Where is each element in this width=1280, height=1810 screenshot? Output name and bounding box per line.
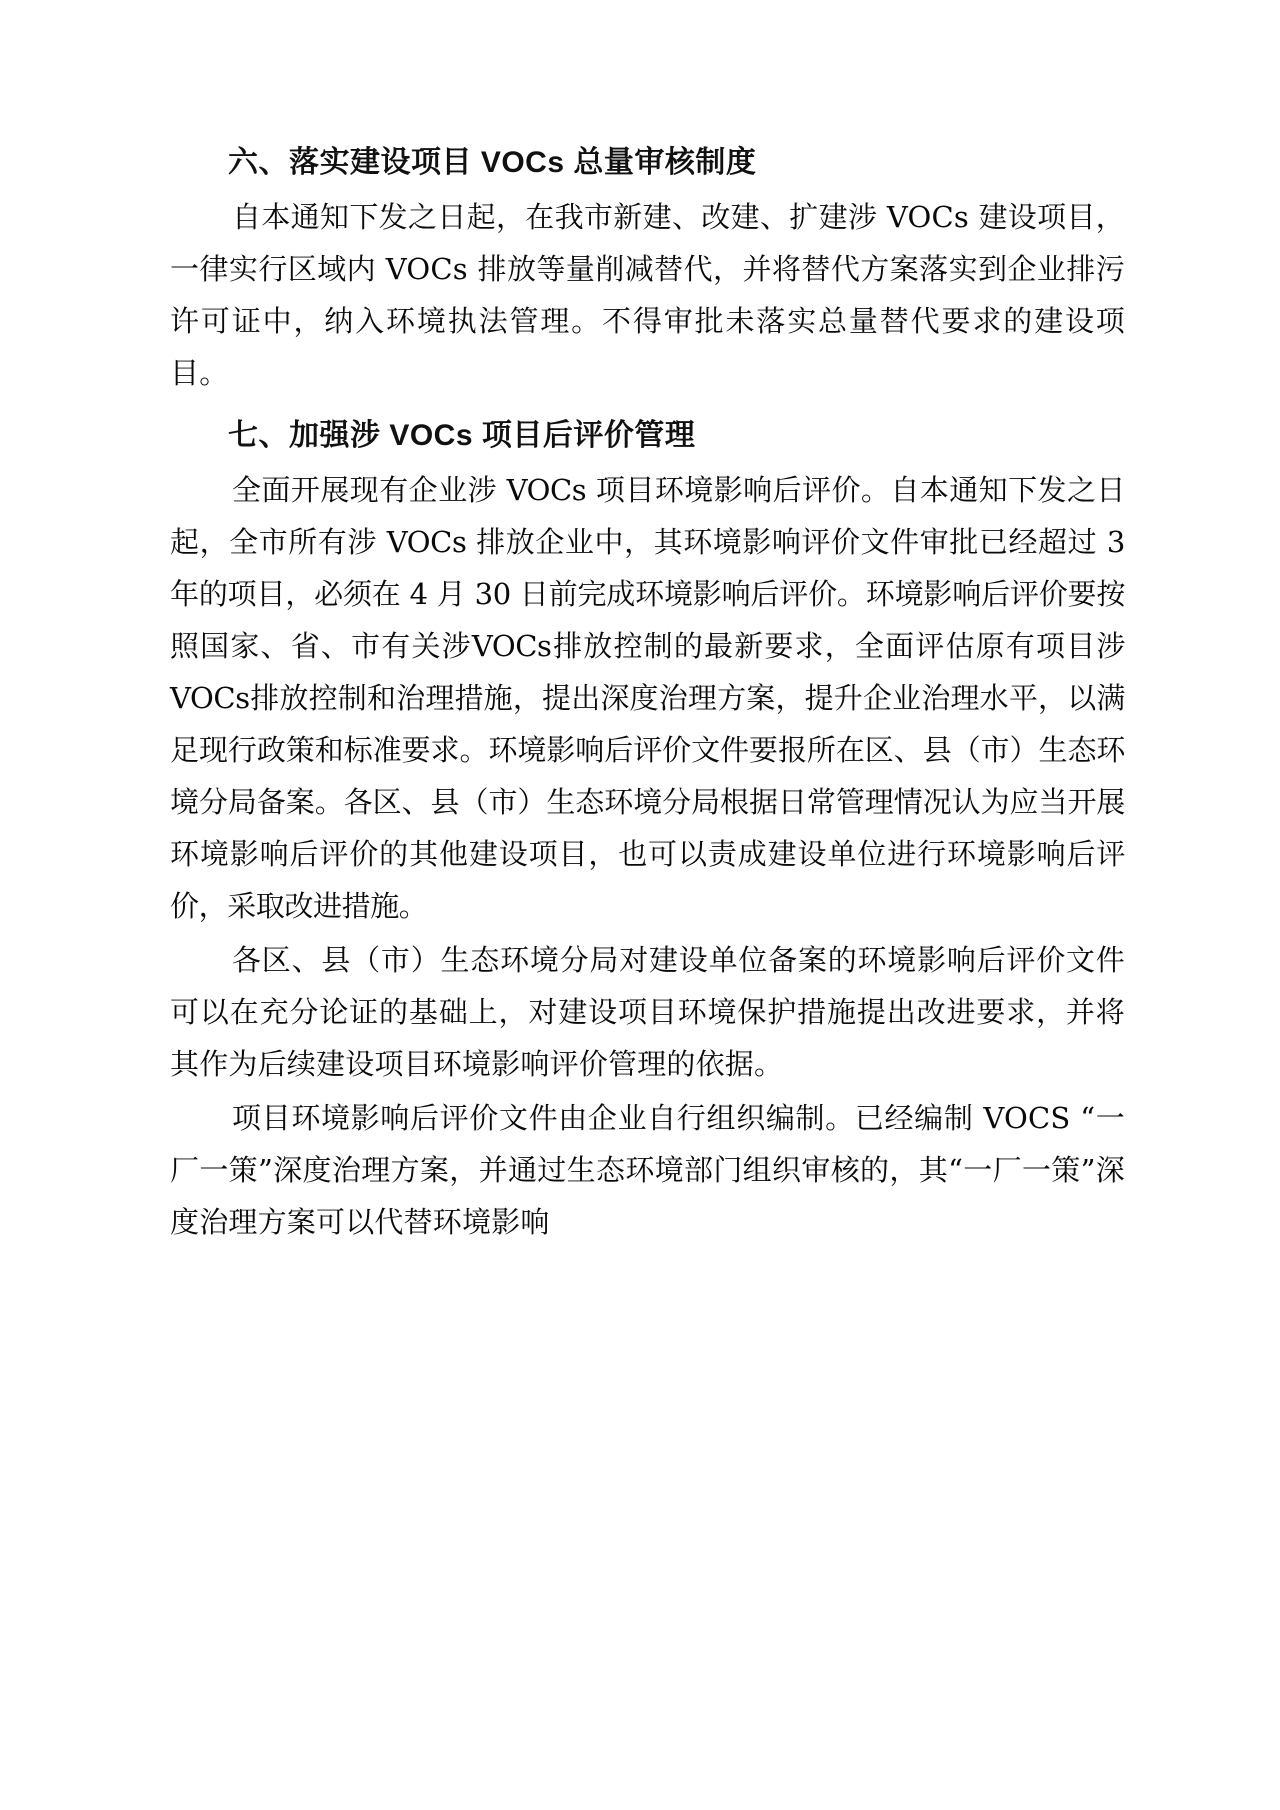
- paragraph-six-1: 自本通知下发之日起，在我市新建、改建、扩建涉 VOCs 建设项目，一律实行区域内 VOCs 排放等量削减替代，并将替代方案落实到企业排污许可证中，纳入环境执法管理。不得审批未落实总量替代要求的建设项目。: [170, 200, 1125, 390]
- document-body: [170, 140, 1125, 1248]
- paragraph-seven-2: 各区、县（市）生态环境分局对建设单位备案的环境影响后评价文件可以在充分论证的基础上，对建设项目环境保护措施提出改进要求，并将其作为后续建设项目环境影响评价管理的依据。: [170, 943, 1125, 1081]
- section-heading-seven: 七、加强涉 VOCs 项目后评价管理: [228, 419, 696, 452]
- paragraph-seven-1: 全面开展现有企业涉 VOCs 项目环境影响后评价。自本通知下发之日起，全市所有涉 VOCs 排放企业中，其环境影响评价文件审批已经超过 3 年的项目，必须在 4 月 30 日前完成环境影响后评价。环境影响后评价要按照国家、省、市有关涉VOCs排放控制的最新要求，全面评估原有项目涉VOCs排放控制和治理措施，提出深度治理方案，提升企业治理水平，以满足现行政策和标准要求。环境影响后评价文件要报所在区、县（市）生态环境分局备案。各区、县（市）生态环境分局根据日常管理情况认为应当开展环境影响后评价的其他建设项目，也可以责成建设单位进行环境影响后评价，采取改进措施。: [170, 473, 1125, 923]
- section-heading-six: 六、落实建设项目 VOCs 总量审核制度: [228, 146, 757, 179]
- paragraph-seven-3: 项目环境影响后评价文件由企业自行组织编制。已经编制 VOCS “一厂一策”深度治理方案，并通过生态环境部门组织审核的，其“一厂一策”深度治理方案可以代替环境影响: [170, 1101, 1125, 1239]
